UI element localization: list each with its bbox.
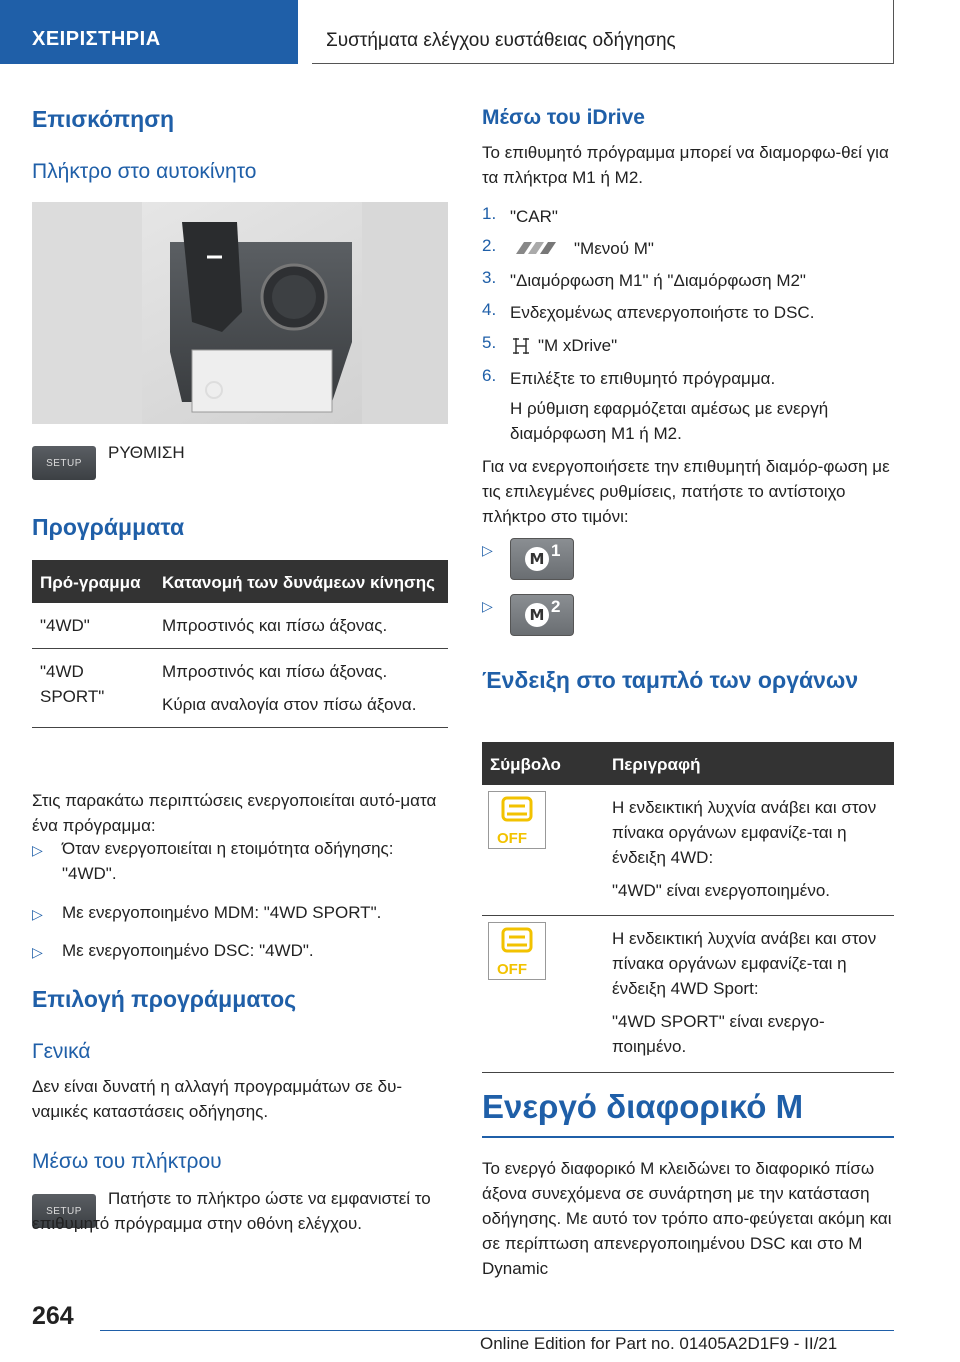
- off-icon-text: OFF: [497, 961, 527, 978]
- program-name: "4WD SPORT": [32, 649, 154, 728]
- m2-button-icon: [510, 594, 574, 636]
- idrive-heading: Μέσω του iDrive: [482, 106, 645, 129]
- step-text: "Διαμόρφωση M1" ή "Διαμόρφωση M2": [510, 271, 806, 290]
- table-row: [32, 649, 448, 728]
- m1-button-icon: [510, 538, 574, 580]
- general-text: Δεν είναι δυνατή η αλλαγή προγραμμάτων σε δυ-ναμικές καταστάσεις οδήγησης.: [32, 1077, 403, 1121]
- bullet-triangle-icon: ▷: [482, 598, 493, 614]
- footer-divider: [100, 1330, 894, 1331]
- step-text: Ενδεχομένως απενεργοποιήστε το DSC.: [510, 303, 815, 322]
- step-number: 3.: [482, 268, 497, 287]
- step-number: 2.: [482, 236, 497, 255]
- edition-note: Online Edition for Part no. 01405A2D1F9 - II/21: [480, 1334, 838, 1353]
- programs-table: [32, 560, 448, 728]
- bullet-triangle-icon: ▷: [32, 906, 43, 922]
- m-stripes-icon: [510, 240, 566, 261]
- auto-bullet: Όταν ενεργοποιείται η ετοιμότητα οδήγησης: "4WD".: [62, 839, 394, 883]
- cluster-desc-extra: "4WD SPORT" είναι ενεργο-ποιημένο.: [612, 1012, 825, 1056]
- cluster-col-description: Περιγραφή: [604, 742, 894, 785]
- step-text: Επιλέξτε το επιθυμητό πρόγραμμα.: [510, 369, 776, 388]
- section-tab: [0, 0, 298, 64]
- chapter-header: [312, 0, 894, 64]
- table-row: [482, 916, 894, 1073]
- 4wd-sport-off-warning-icon: [488, 922, 546, 980]
- program-desc: Μπροστινός και πίσω άξονας.: [154, 603, 448, 649]
- auto-bullet: Με ενεργοποιημένο DSC: "4WD".: [62, 941, 314, 960]
- step-text: "M xDrive": [538, 336, 618, 355]
- cluster-table: [482, 742, 894, 1073]
- page-number: 264: [32, 1302, 74, 1330]
- chapter-title: Συστήματα ελέγχου ευστάθειας οδήγησης: [326, 30, 676, 51]
- idrive-text: Το επιθυμητό πρόγραμμα μπορεί να διαμορφω-θεί για τα πλήκτρα M1 ή M2.: [482, 143, 889, 187]
- active-diff-heading: Ενεργό διαφορικό M: [482, 1088, 894, 1138]
- program-desc-extra: Κύρια αναλογία στον πίσω άξονα.: [162, 695, 417, 714]
- step-number: 6.: [482, 366, 497, 385]
- off-icon-text: OFF: [497, 830, 527, 847]
- auto-bullet: Με ενεργοποιημένο MDM: "4WD SPORT".: [62, 903, 382, 922]
- center-console-photo: [32, 202, 448, 424]
- active-diff-text: Το ενεργό διαφορικό M κλειδώνει το διαφορικό πίσω άξονα συνεχόμενα σε συνάρτηση με την κατάσταση οδήγησης. Με αυτό τον τρόπο απο-φεύγεται ακόμη και σε περίπτωση απενεργοποιημένου DSC και στο M Dynamic: [482, 1159, 892, 1278]
- via-button-text: Πατήστε το πλήκτρο ώστε να εμφανιστεί το επιθυμητό πρόγραμμα στην οθόνη ελέγχου.: [32, 1189, 431, 1233]
- program-desc: Μπροστινός και πίσω άξονας.: [162, 662, 388, 681]
- program-name: "4WD": [32, 603, 154, 649]
- 4wd-off-warning-icon: [488, 791, 546, 849]
- step-number: 4.: [482, 300, 497, 319]
- m-letter: M: [525, 603, 549, 627]
- m-letter: M: [525, 547, 549, 571]
- table-row: [32, 603, 448, 649]
- section-title: ΧΕΙΡΙΣΤΗΡΙΑ: [32, 28, 161, 50]
- step-note: Η ρύθμιση εφαρμόζεται αμέσως με ενεργή διαμόρφωση M1 ή M2.: [510, 399, 829, 443]
- step-number: 1.: [482, 204, 497, 223]
- bullet-triangle-icon: ▷: [482, 542, 493, 558]
- programs-col-program: Πρό-γραμμα: [32, 560, 154, 603]
- programs-heading: Προγράμματα: [32, 514, 185, 540]
- step-number: 5.: [482, 333, 497, 352]
- activate-text: Για να ενεργοποιήσετε την επιθυμητή διαμόρ-φωση με τις επιλεγμένες ρυθμίσεις, πατήστε το αντίστοιχο πλήκτρο στο τιμόνι:: [482, 457, 890, 526]
- cluster-desc: Η ενδεικτική λυχνία ανάβει και στον πίνακα οργάνων εμφανίζε-ται η ένδειξη 4WD Sport:: [612, 929, 877, 998]
- via-button-heading: Μέσω του πλήκτρου: [32, 1150, 222, 1173]
- m-sup: 1: [551, 541, 561, 560]
- general-heading: Γενικά: [32, 1040, 91, 1063]
- programs-col-distribution: Κατανομή των δυνάμεων κίνησης: [154, 560, 448, 603]
- auto-program-intro: Στις παρακάτω περιπτώσεις ενεργοποιείται αυτό-ματα ένα πρόγραμμα:: [32, 791, 437, 835]
- cluster-heading: Ένδειξη στο ταμπλό των οργάνων: [482, 667, 859, 693]
- xdrive-icon: [512, 336, 530, 361]
- cluster-desc-extra: "4WD" είναι ενεργοποιημένο.: [612, 881, 831, 900]
- bullet-triangle-icon: ▷: [32, 944, 43, 960]
- step-text: "Μενού M": [574, 239, 654, 258]
- button-in-car-heading: Πλήκτρο στο αυτοκίνητο: [32, 160, 257, 183]
- setup-label: ΡΥΘΜΙΣΗ: [108, 443, 185, 462]
- setup-button-icon: SETUP: [32, 1194, 96, 1228]
- m-sup: 2: [551, 597, 561, 616]
- step-text: "CAR": [510, 207, 558, 226]
- table-row: [482, 785, 894, 916]
- bullet-triangle-icon: ▷: [32, 842, 43, 858]
- cluster-desc: Η ενδεικτική λυχνία ανάβει και στον πίνακα οργάνων εμφανίζε-ται η ένδειξη 4WD:: [612, 798, 877, 867]
- program-selection-heading: Επιλογή προγράμματος: [32, 986, 297, 1012]
- setup-button-icon: SETUP: [32, 446, 96, 480]
- overview-heading: Επισκόπηση: [32, 106, 174, 132]
- cluster-col-symbol: Σύμβολο: [482, 742, 604, 785]
